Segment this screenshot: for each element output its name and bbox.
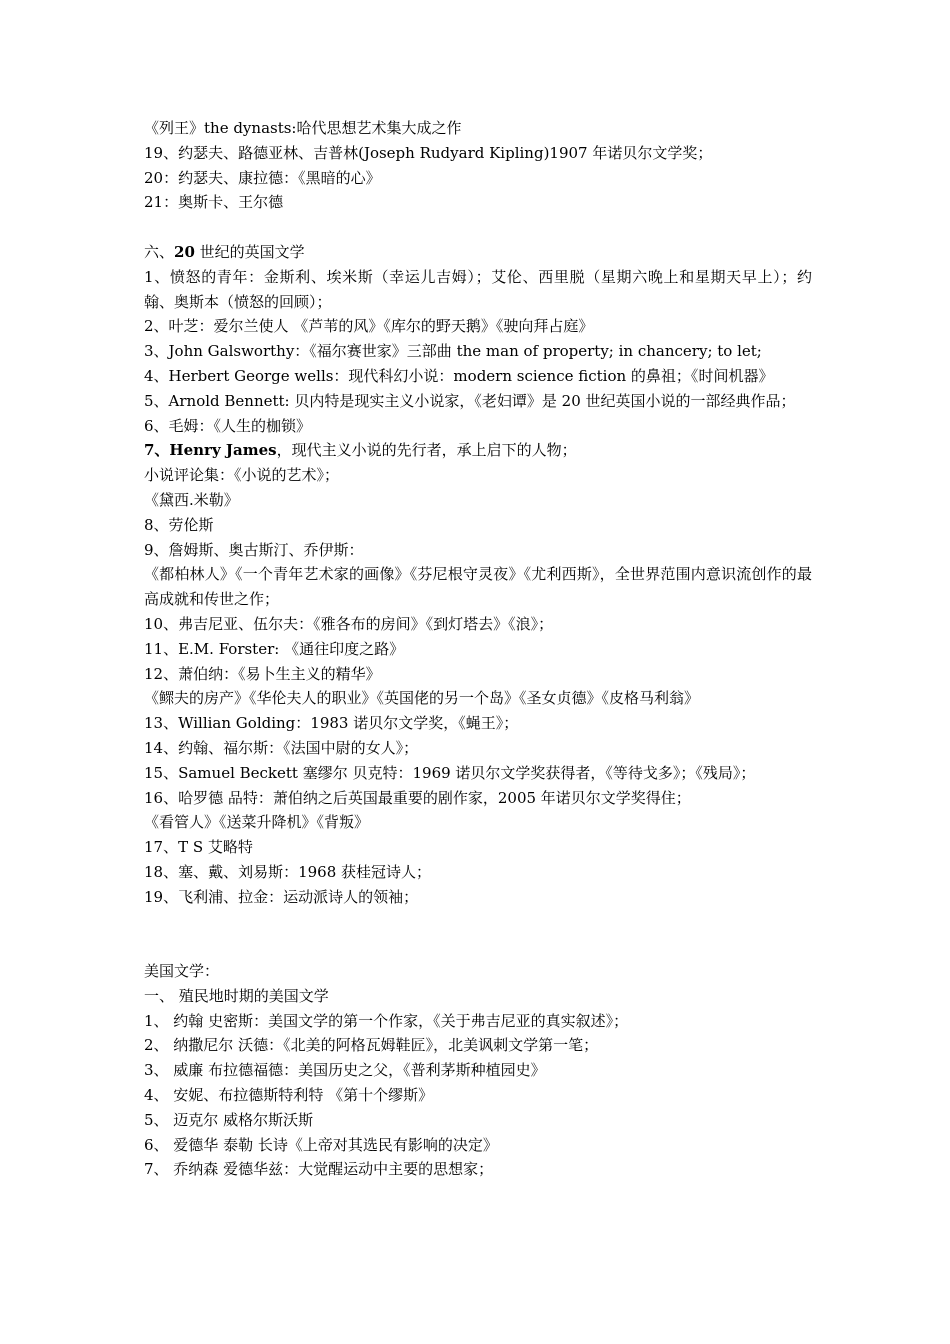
text-line: 19、飞利浦、拉金：运动派诗人的领袖；: [144, 887, 419, 906]
text-line: 19、约瑟夫、路德亚林、吉普林(Joseph Rudyard Kipling)1907 年诺贝尔文学奖；: [144, 143, 713, 162]
text-line: [144, 438, 812, 463]
text-line: 15、Samuel Beckett 塞缪尔 贝克特：1969 诺贝尔文学奖获得者，《等待戈多》；《残局》；: [144, 763, 756, 782]
text-line: 13、Willian Golding：1983 诺贝尔文学奖，《蝇王》；: [144, 714, 519, 733]
text-line: 8、劳伦斯: [144, 515, 214, 534]
text-line: 21：奥斯卡、王尔德: [144, 193, 284, 212]
text-line: 11、E.M. Forster: 《通往印度之路》: [144, 639, 405, 658]
century-number: 20: [174, 242, 195, 261]
text-line: 20：约瑟夫、康拉德：《黑暗的心》: [144, 168, 381, 187]
text-line: 1、 约翰 史密斯：美国文学的第一个作家，《关于弗吉尼亚的真实叙述》；: [144, 1011, 629, 1030]
document-page: [144, 116, 812, 1182]
text-line: 17、T S 艾略特: [144, 838, 253, 857]
section-number: 六、: [144, 242, 175, 261]
text-line: 《黛西.米勒》: [144, 490, 239, 509]
text-line: 16、哈罗德 品特：萧伯纳之后英国最重要的剧作家，2005 年诺贝尔文学奖得住；: [144, 788, 691, 807]
blank-line: [144, 934, 812, 959]
text-line: 2、叶芝：爱尔兰使人 《芦苇的风》《库尔的野天鹅》《驶向拜占庭》: [144, 317, 594, 336]
section-heading: [144, 240, 812, 265]
blank-line: [144, 215, 812, 240]
text-line: 小说评论集：《小说的艺术》；: [144, 466, 340, 485]
text-paragraph: 1、愤怒的青年：金斯利、埃米斯（幸运儿吉姆）；艾伦、西里脱（星期六晚上和星期天早上）；约翰、奥斯本（愤怒的回顾）；: [144, 267, 812, 311]
text-line: 《看管人》《送菜升降机》《背叛》: [144, 813, 370, 832]
blank-line: [144, 910, 812, 935]
section-heading: 美国文学：: [144, 962, 220, 981]
subsection-heading: 一、 殖民地时期的美国文学: [144, 986, 329, 1005]
text-line: 6、 爱德华 泰勒 长诗《上帝对其选民有影响的决定》: [144, 1135, 498, 1154]
text-line: 14、约翰、福尔斯：《法国中尉的女人》；: [144, 738, 419, 757]
text-line: 4、 安妮、布拉德斯特利特 《第十个缪斯》: [144, 1086, 434, 1105]
text-line: 《列王》the dynasts:哈代思想艺术集大成之作: [144, 119, 462, 137]
text-line: 18、塞、戴、刘易斯：1968 获桂冠诗人；: [144, 862, 432, 881]
text-line: 10、弗吉尼亚、伍尔夫：《雅各布的房间》《到灯塔去》《浪》；: [144, 614, 554, 633]
text-line: 6、毛姆：《人生的枷锁》: [144, 416, 312, 435]
section-title: 世纪的英国文学: [194, 242, 305, 261]
text-paragraph: 5、Arnold Bennett: 贝内特是现实主义小说家，《老妇谭》是 20 世纪英国小说的一部经典作品；: [144, 391, 796, 410]
text-line: 3、 威廉 布拉德福德：美国历史之父，《普利茅斯种植园史》: [144, 1061, 546, 1080]
text-line: 2、 纳撒尼尔 沃德：《北美的阿格瓦姆鞋匠》，北美讽刺文学第一笔；: [144, 1036, 599, 1055]
text-line: 5、 迈克尔 威格尔斯沃斯: [144, 1110, 314, 1129]
text-paragraph: 《都柏林人》《一个青年艺术家的画像》《芬尼根守灵夜》《尤利西斯》，全世界范围内意识流创作的最高成就和传世之作；: [144, 565, 812, 609]
text-line: 《鳏夫的房产》《华伦夫人的职业》《英国佬的另一个岛》《圣女贞德》《皮格马利翁》: [144, 689, 700, 708]
text-line: 12、萧伯纳：《易卜生主义的精华》: [144, 664, 381, 683]
text-line: 4、Herbert George wells：现代科幻小说：modern science fiction 的鼻祖；《时间机器》: [144, 366, 774, 385]
author-description: ，现代主义小说的先行者，承上启下的人物；: [276, 441, 577, 460]
text-line: 9、詹姆斯、奥古斯汀、乔伊斯：: [144, 540, 364, 559]
text-line: 7、 乔纳森 爱德华兹：大觉醒运动中主要的思想家；: [144, 1160, 494, 1179]
author-name-bold: 7、Henry James: [144, 441, 277, 460]
text-line: 3、John Galsworthy：《福尔赛世家》三部曲 the man of property; in chancery; to let;: [144, 342, 762, 361]
